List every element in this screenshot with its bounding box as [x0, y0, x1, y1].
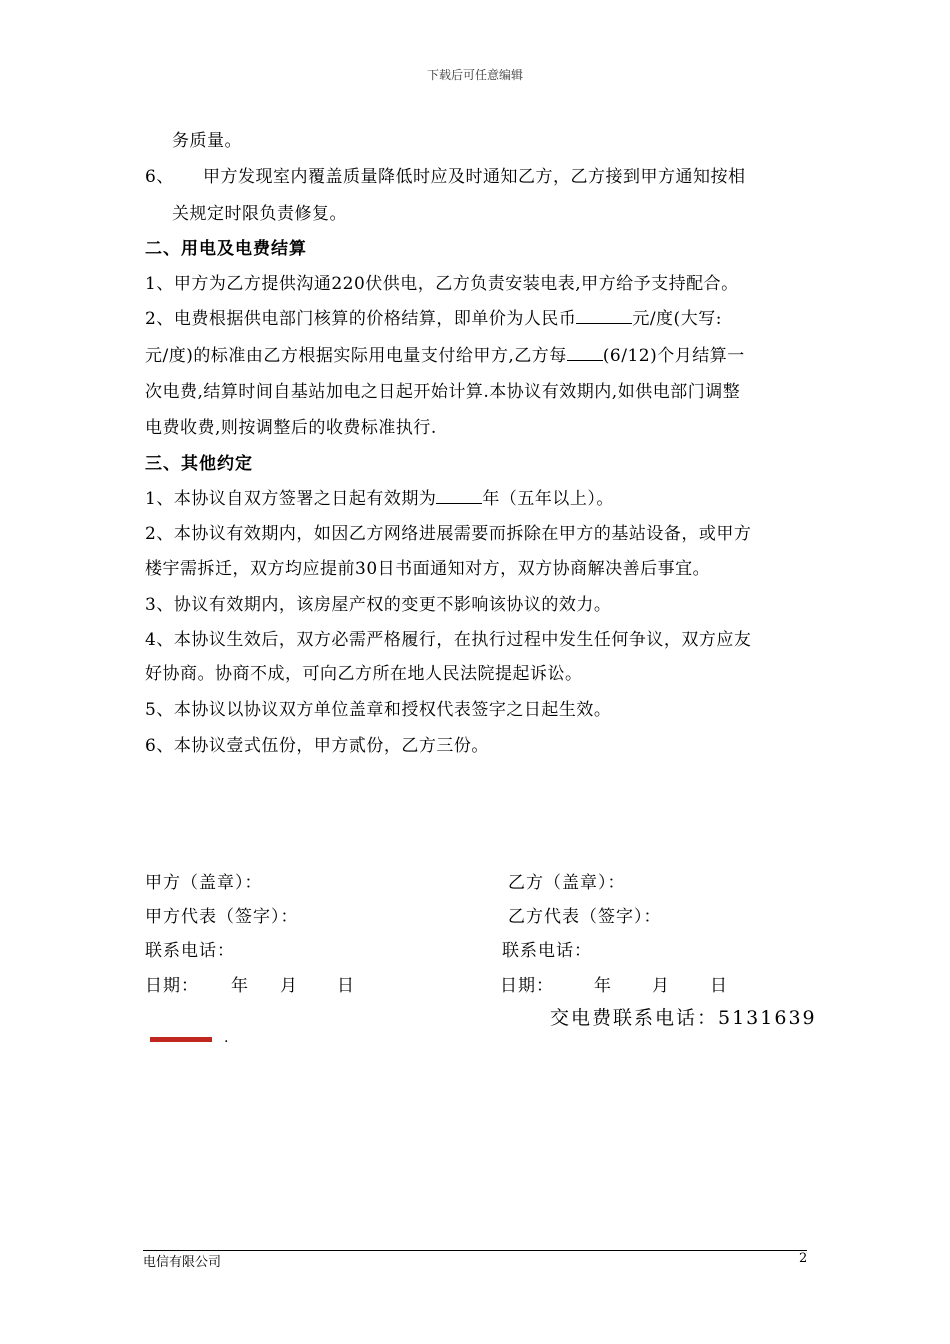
body-line: 4、本协议生效后，双方必需严格履行，在执行过程中发生任何争议，双方应友 — [145, 630, 752, 650]
body-text: (6/12)个月结算一 — [602, 346, 745, 366]
body-line: 电费收费,则按调整后的收费标准执行. — [145, 418, 437, 438]
blank-underline — [436, 486, 482, 504]
section-heading: 三、其他约定 — [145, 454, 253, 474]
party-a-date-year: 年 — [231, 976, 249, 996]
footer-company: 电信有限公司 — [143, 1255, 222, 1270]
page-number: 2 — [799, 1251, 808, 1266]
party-b-rep-label: 乙方代表（签字）： — [508, 907, 662, 927]
body-line: 次电费,结算时间自基站加电之日起开始计算.本协议有效期内,如供电部门调整 — [145, 382, 741, 402]
footer-rule — [143, 1250, 807, 1251]
party-b-phone-label: 联系电话： — [502, 941, 592, 961]
page-header: 下载后可任意编辑 — [426, 68, 523, 82]
body-line: 甲方发现室内覆盖质量降低时应及时通知乙方，乙方接到甲方通知按相 — [203, 167, 746, 187]
party-a-seal-label: 甲方（盖章）： — [145, 873, 263, 893]
body-line: 关规定时限负责修复。 — [172, 204, 347, 224]
body-line — [145, 484, 614, 509]
body-line — [145, 304, 722, 329]
body-text: 2、电费根据供电部门核算的价格结算，即单价为人民币 — [145, 309, 577, 329]
blank-underline — [567, 343, 603, 361]
stray-dot: . — [224, 1030, 229, 1046]
body-line: 好协商。协商不成，可向乙方所在地人民法院提起诉讼。 — [145, 664, 583, 684]
body-line: 6、本协议壹式伍份，甲方贰份，乙方三份。 — [145, 736, 489, 756]
body-line: 2、本协议有效期内，如因乙方网络进展需要而拆除在甲方的基站设备，或甲方 — [145, 524, 752, 544]
body-line: 1、甲方为乙方提供沟通220伏供电，乙方负责安装电表,甲方给予支持配合。 — [145, 274, 739, 294]
party-b-seal-label: 乙方（盖章）： — [508, 873, 626, 893]
body-text: 元/度)的标准由乙方根据实际用电量支付给甲方,乙方每 — [145, 346, 567, 366]
party-a-phone-label: 联系电话： — [145, 941, 235, 961]
red-mark-bar — [150, 1037, 212, 1042]
party-a-date-month: 月 — [280, 976, 298, 996]
party-a-rep-label: 甲方代表（签字）： — [145, 907, 299, 927]
body-text: 1、本协议自双方签署之日起有效期为 — [145, 489, 437, 509]
fee-contact-phone: 交电费联系电话：5131639 — [550, 1007, 817, 1029]
party-a-date-label: 日期： — [145, 976, 199, 996]
party-b-date-label: 日期： — [500, 976, 554, 996]
item-number: 6、 — [145, 167, 174, 187]
party-b-date-month: 月 — [652, 976, 670, 996]
body-line: 楼宇需拆迁，双方均应提前30日书面通知对方，双方协商解决善后事宜。 — [145, 559, 711, 579]
body-text: 元/度(大写: — [632, 309, 722, 329]
party-a-date-day: 日 — [337, 976, 355, 996]
blank-underline — [576, 306, 632, 324]
party-b-date-year: 年 — [594, 976, 612, 996]
body-line — [145, 341, 745, 366]
body-text: 年（五年以上）。 — [482, 489, 614, 509]
body-line: 5、本协议以协议双方单位盖章和授权代表签字之日起生效。 — [145, 700, 612, 720]
body-line: 3、协议有效期内，该房屋产权的变更不影响该协议的效力。 — [145, 595, 612, 615]
party-b-date-day: 日 — [710, 976, 728, 996]
section-heading: 二、用电及电费结算 — [145, 239, 307, 259]
body-line: 务质量。 — [172, 131, 242, 151]
